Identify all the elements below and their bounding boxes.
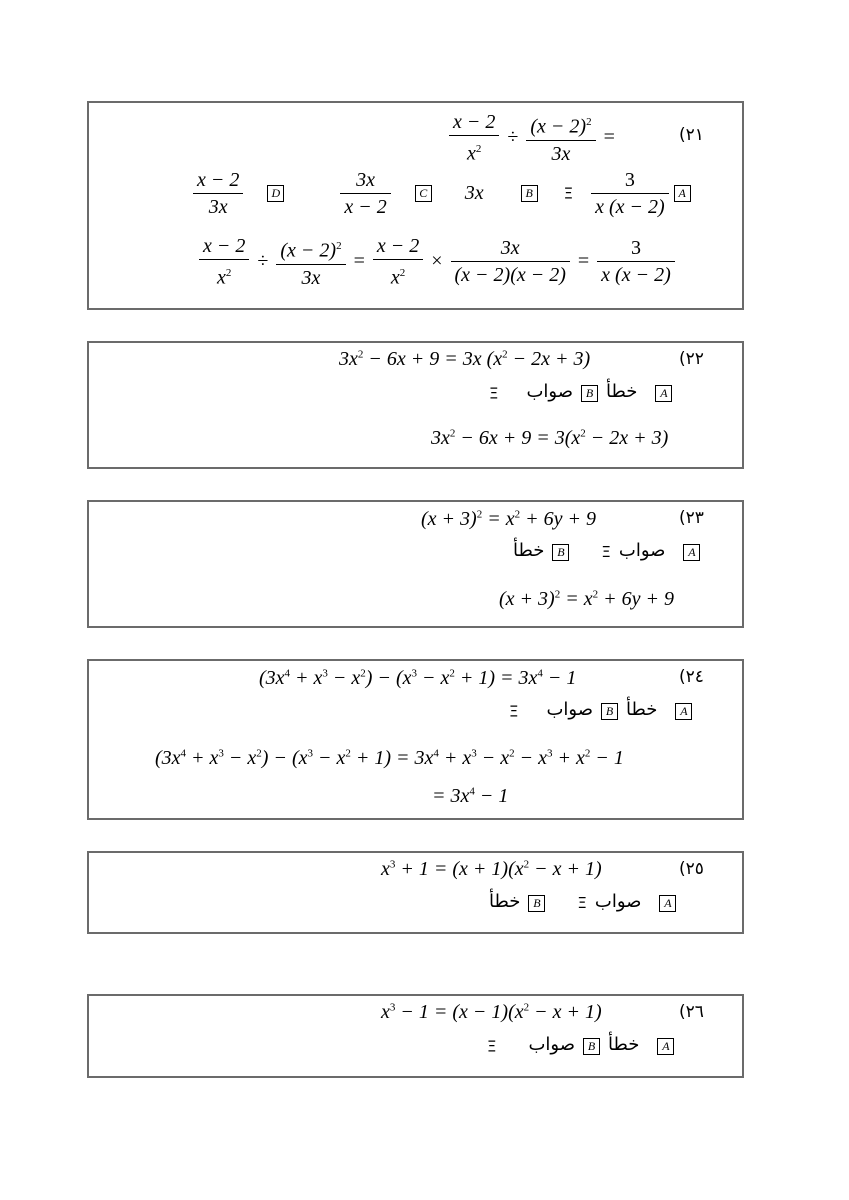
- option-a-box[interactable]: A: [655, 385, 672, 402]
- option-a-box[interactable]: A: [659, 895, 676, 912]
- true-false-options: [513, 540, 700, 561]
- solution: $3x^2 - 6x + 9 = 3(x^2 - 2x + 3)$: [431, 427, 669, 449]
- false-label: خطأ: [513, 540, 545, 561]
- option-c-value: $\frac{3x}{x - 2}$: [340, 167, 390, 220]
- solution: $(x + 3)^2 = x^2 + 6y + 9$: [499, 588, 674, 610]
- question-23-box: [87, 500, 744, 628]
- question-statement: $3x^2 - 6x + 9 = 3x$ $(x^2 - 2x + 3)$: [339, 348, 591, 370]
- question-number: (٢٣: [679, 508, 704, 528]
- question-number: (٢٦: [679, 1002, 704, 1022]
- option-c-box[interactable]: C: [415, 185, 432, 202]
- option-b-value: 3x: [464, 182, 484, 204]
- question-24-box: [87, 659, 744, 820]
- question-number: (٢٢: [679, 349, 704, 369]
- question-statement: $x^3 + 1 = (x + 1)(x^2 - x + 1)$: [381, 858, 602, 880]
- option-a-value: $\frac{3}{x (x - 2)}$: [591, 167, 669, 220]
- selected-mark: Ξ: [489, 384, 499, 403]
- false-label: خطأ: [606, 381, 638, 402]
- option-b-box[interactable]: B: [601, 703, 618, 720]
- option-a-box[interactable]: A: [674, 185, 691, 202]
- question-22-box: [87, 341, 744, 469]
- question-statement: $(x + 3)^2 = x^2 + 6y + 9$: [421, 508, 596, 530]
- selected-mark: Ξ: [563, 184, 574, 203]
- question-26-box: [87, 994, 744, 1078]
- true-label: صواب: [528, 1034, 576, 1055]
- option-b-box[interactable]: B: [528, 895, 545, 912]
- true-false-options: [509, 699, 692, 720]
- option-d-box[interactable]: D: [267, 185, 284, 202]
- option-b-box[interactable]: B: [583, 1038, 600, 1055]
- option-a-box[interactable]: A: [675, 703, 692, 720]
- option-d-value: $\frac{x - 2}{3x}$: [193, 167, 243, 220]
- selected-mark: Ξ: [509, 702, 519, 721]
- true-label: صواب: [526, 381, 574, 402]
- solution: $\frac{x - 2}{x^2}$ ÷ $\frac{(x - 2)^2}{3x}$ = $\frac{x - 2}{x^2}$ × $\frac{3x}{(x - 2)(x - 2)}$ = $\frac{3}{x (x - 2)}$: [199, 233, 675, 291]
- selected-mark: Ξ: [487, 1037, 497, 1056]
- question-number: (٢٤: [679, 667, 704, 687]
- true-label: صواب: [594, 891, 642, 912]
- option-a-box[interactable]: A: [683, 544, 700, 561]
- selected-mark: Ξ: [577, 894, 587, 913]
- false-label: خطأ: [489, 891, 521, 912]
- solution-line-2: = $3x^4 - 1$: [432, 785, 509, 807]
- true-false-options: [487, 1034, 674, 1055]
- selected-mark: Ξ: [601, 543, 611, 562]
- question-expression: $\frac{x - 2}{x^2}$ ÷ $\frac{(x - 2)^2}{3x}$ =: [449, 109, 618, 167]
- option-b-box[interactable]: B: [552, 544, 569, 561]
- true-label: صواب: [546, 699, 594, 720]
- false-label: خطأ: [626, 699, 658, 720]
- question-statement: $x^3 - 1 = (x - 1)(x^2 - x + 1)$: [381, 1001, 602, 1023]
- question-21-box: [87, 101, 744, 310]
- solution-line-1: $(3x^4 + x^3 - x^2) - (x^3 - x^2 + 1) = 3x^4 + x^3 - x^2 - x^3 + x^2 - 1$: [155, 747, 624, 769]
- option-b-box[interactable]: B: [581, 385, 598, 402]
- question-number: (٢١: [679, 125, 704, 145]
- option-a-box[interactable]: A: [657, 1038, 674, 1055]
- true-label: صواب: [618, 540, 666, 561]
- question-25-box: [87, 851, 744, 934]
- true-false-options: [489, 381, 672, 402]
- answer-options: [193, 167, 691, 220]
- false-label: خطأ: [608, 1034, 640, 1055]
- question-number: (٢٥: [679, 859, 704, 879]
- option-b-box[interactable]: B: [521, 185, 538, 202]
- question-statement: $(3x^4 + x^3 - x^2) - (x^3 - x^2 + 1) = 3x^4 - 1$: [259, 667, 577, 689]
- true-false-options: [489, 891, 676, 912]
